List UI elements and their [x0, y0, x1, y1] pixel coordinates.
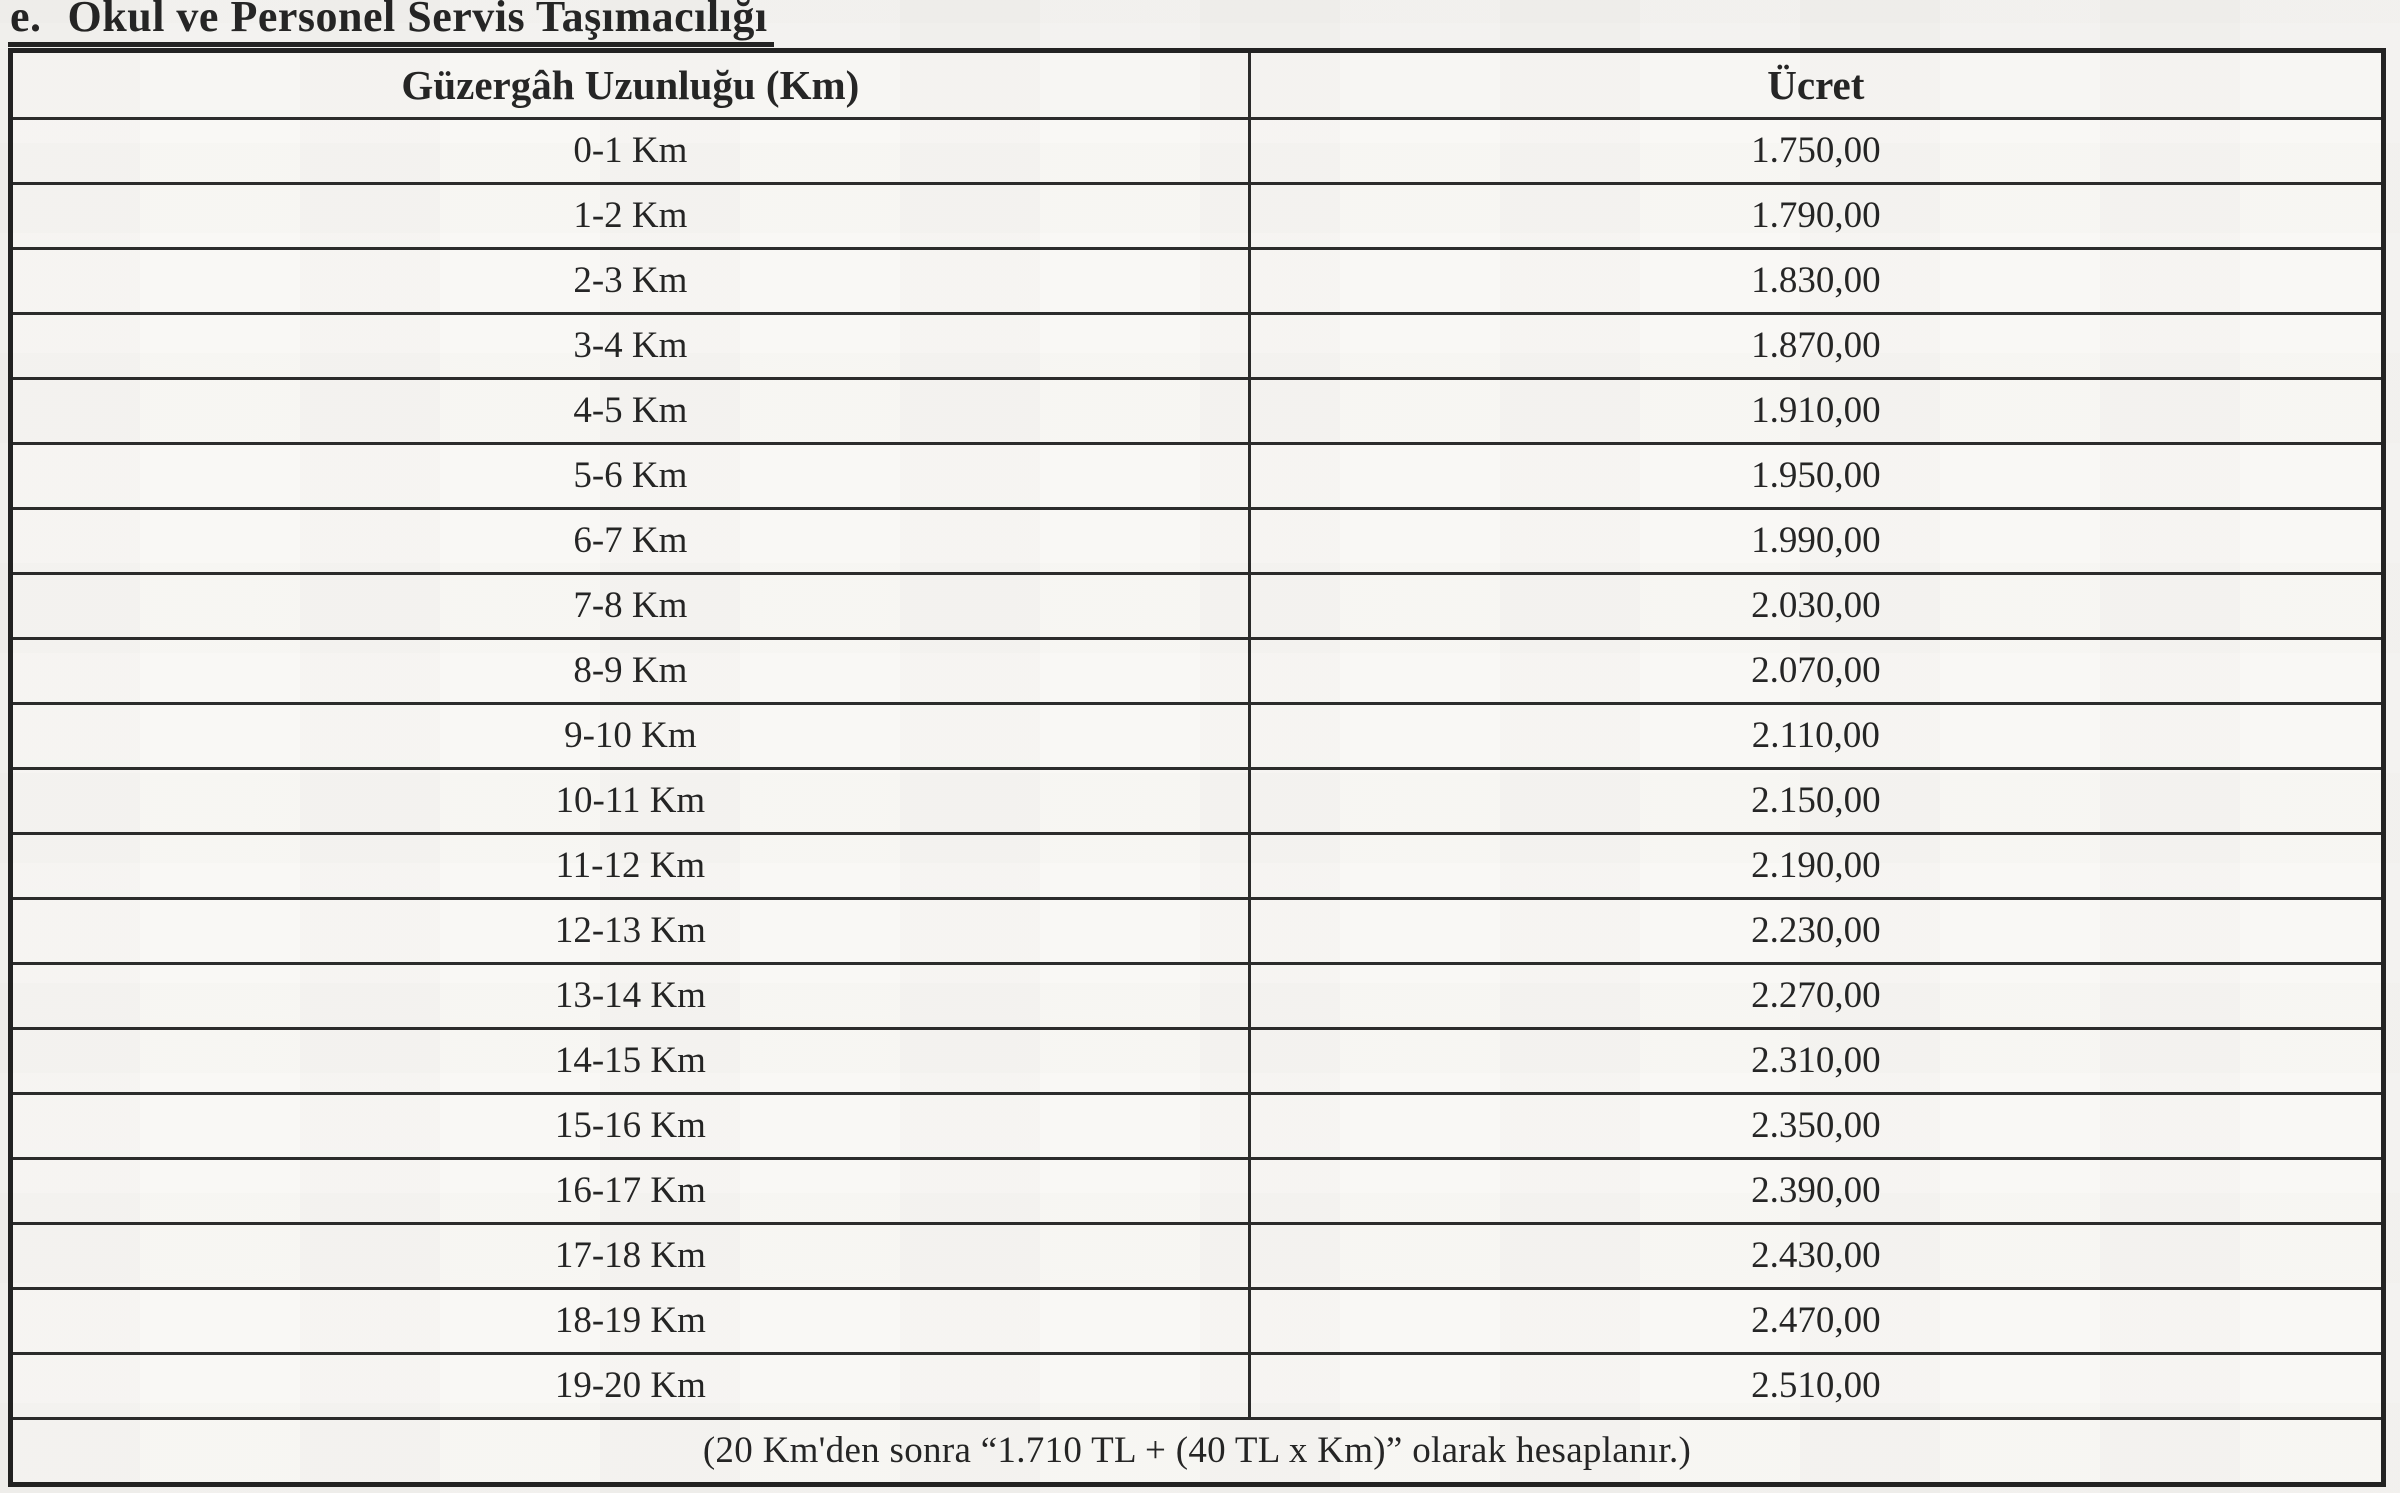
route-length-cell: 4-5 Km: [11, 379, 1250, 444]
table-row: [11, 1094, 2384, 1159]
table-row: [11, 704, 2384, 769]
route-length-cell: 15-16 Km: [11, 1094, 1250, 1159]
route-length-cell: 6-7 Km: [11, 509, 1250, 574]
table-row: [11, 1159, 2384, 1224]
fee-cell: 1.910,00: [1249, 379, 2383, 444]
column-header-route-length: Güzergâh Uzunluğu (Km): [11, 51, 1250, 119]
fee-cell: 2.270,00: [1249, 964, 2383, 1029]
fee-cell: 2.430,00: [1249, 1224, 2383, 1289]
fee-cell: 2.310,00: [1249, 1029, 2383, 1094]
fee-cell: 1.990,00: [1249, 509, 2383, 574]
fee-cell: 2.350,00: [1249, 1094, 2383, 1159]
route-length-cell: 9-10 Km: [11, 704, 1250, 769]
fee-cell: 2.030,00: [1249, 574, 2383, 639]
route-length-cell: 10-11 Km: [11, 769, 1250, 834]
fee-cell: 2.190,00: [1249, 834, 2383, 899]
fee-cell: 2.150,00: [1249, 769, 2383, 834]
table-footnote: (20 Km'den sonra “1.710 TL + (40 TL x Km)” olarak hesaplanır.): [11, 1419, 2384, 1485]
table-row: [11, 444, 2384, 509]
route-length-cell: 13-14 Km: [11, 964, 1250, 1029]
route-length-cell: 19-20 Km: [11, 1354, 1250, 1419]
table-row: [11, 249, 2384, 314]
route-length-cell: 0-1 Km: [11, 119, 1250, 184]
fee-cell: 1.790,00: [1249, 184, 2383, 249]
section-title-text: Okul ve Personel Servis Taşımacılığı: [67, 0, 768, 41]
fee-table-body: [11, 119, 2384, 1419]
route-length-cell: 8-9 Km: [11, 639, 1250, 704]
route-length-cell: 12-13 Km: [11, 899, 1250, 964]
fee-cell: 1.950,00: [1249, 444, 2383, 509]
route-length-cell: 11-12 Km: [11, 834, 1250, 899]
table-row: [11, 834, 2384, 899]
table-row: [11, 1289, 2384, 1354]
table-row: [11, 964, 2384, 1029]
table-footnote-row: [11, 1419, 2384, 1485]
table-row: [11, 1354, 2384, 1419]
table-header-row: [11, 51, 2384, 119]
section-title: [8, 0, 774, 47]
fee-cell: 2.470,00: [1249, 1289, 2383, 1354]
table-row: [11, 639, 2384, 704]
route-length-cell: 1-2 Km: [11, 184, 1250, 249]
route-length-cell: 7-8 Km: [11, 574, 1250, 639]
table-row: [11, 1029, 2384, 1094]
table-row: [11, 379, 2384, 444]
table-row: [11, 314, 2384, 379]
route-length-cell: 14-15 Km: [11, 1029, 1250, 1094]
fee-table: [8, 48, 2386, 1487]
fee-cell: 2.510,00: [1249, 1354, 2383, 1419]
table-row: [11, 1224, 2384, 1289]
table-row: [11, 769, 2384, 834]
fee-cell: 1.830,00: [1249, 249, 2383, 314]
table-row: [11, 119, 2384, 184]
table-row: [11, 184, 2384, 249]
fee-cell: 2.110,00: [1249, 704, 2383, 769]
table-row: [11, 509, 2384, 574]
route-length-cell: 3-4 Km: [11, 314, 1250, 379]
table-row: [11, 899, 2384, 964]
route-length-cell: 2-3 Km: [11, 249, 1250, 314]
fee-cell: 1.750,00: [1249, 119, 2383, 184]
route-length-cell: 16-17 Km: [11, 1159, 1250, 1224]
fee-cell: 1.870,00: [1249, 314, 2383, 379]
route-length-cell: 18-19 Km: [11, 1289, 1250, 1354]
fee-cell: 2.390,00: [1249, 1159, 2383, 1224]
fee-cell: 2.070,00: [1249, 639, 2383, 704]
route-length-cell: 17-18 Km: [11, 1224, 1250, 1289]
route-length-cell: 5-6 Km: [11, 444, 1250, 509]
column-header-fee: Ücret: [1249, 51, 2383, 119]
table-row: [11, 574, 2384, 639]
fee-cell: 2.230,00: [1249, 899, 2383, 964]
section-letter: e.: [10, 0, 42, 41]
